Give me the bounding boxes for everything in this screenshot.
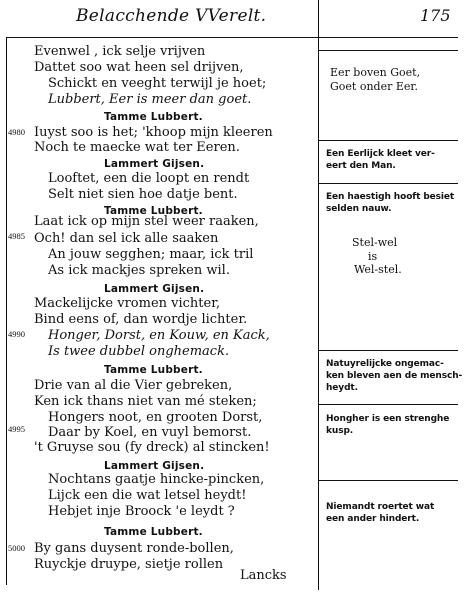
- margin-note: Hongher is een strenghe: [326, 414, 450, 424]
- margin-note: kusp.: [326, 426, 354, 436]
- margin-note-rule: [318, 50, 458, 51]
- verse-line: 't Gruyse sou (fy dreck) al stincken!: [34, 440, 270, 455]
- speaker-label: Tamme Lubbert.: [104, 526, 203, 538]
- verse-line: Och! dan sel ick alle saaken: [34, 231, 219, 246]
- margin-note-rule: [318, 480, 458, 481]
- verse-line: Lijck een die wat letsel heydt!: [48, 488, 247, 503]
- speaker-label: Lammert Gijsen.: [104, 460, 205, 472]
- left-border-rule: [6, 37, 7, 585]
- catchword: Lancks: [240, 568, 287, 583]
- verse-line: Hongers noot, en grooten Dorst,: [48, 410, 263, 425]
- margin-note-rule: [318, 350, 458, 351]
- margin-note-rule: [318, 183, 458, 184]
- margin-note-rule: [318, 404, 458, 405]
- verse-line: Noch te maecke wat ter Eeren.: [34, 140, 240, 155]
- verse-line: Ruyckje druype, sietje rollen: [34, 557, 224, 572]
- verse-line: Laat ick op mijn stel weer raaken,: [34, 214, 259, 229]
- speaker-label: Lammert Gijsen.: [104, 158, 205, 170]
- margin-note: een ander hindert.: [326, 514, 420, 524]
- verse-line: Dattet soo wat heen sel drijven,: [34, 60, 244, 75]
- speaker-label: Tamme Lubbert.: [104, 364, 203, 376]
- verse-line: An jouw segghen; maar, ick tril: [48, 247, 254, 262]
- margin-note: heydt.: [326, 383, 358, 393]
- verse-line: Ken ick thans niet van mé steken;: [34, 394, 257, 409]
- verse-line: Nochtans gaatje hincke-pincken,: [48, 472, 265, 487]
- margin-note: Goet onder Eer.: [330, 80, 418, 93]
- line-number: 5000: [8, 543, 25, 553]
- margin-note: Een haestigh hooft besiet: [326, 192, 455, 202]
- verse-line: Iuyst soo is het; 'khoop mijn kleeren: [34, 125, 273, 140]
- line-number: 4980: [8, 127, 25, 137]
- margin-note: Natuyrelijcke ongemac-: [326, 359, 444, 369]
- verse-line: Hebjet inje Broock 'e leydt ?: [48, 504, 235, 519]
- margin-note: Stel-wel: [352, 236, 398, 249]
- verse-line: Schickt en veeght terwijl je hoet;: [48, 76, 267, 91]
- margin-note: is: [368, 250, 378, 263]
- margin-note: selden nauw.: [326, 204, 392, 214]
- margin-note: Een Eerlijck kleet ver-: [326, 149, 435, 159]
- speaker-label: Lammert Gijsen.: [104, 283, 205, 295]
- verse-line: Drie van al die Vier gebreken,: [34, 378, 233, 393]
- verse-line: Evenwel , ick selje vrijven: [34, 44, 206, 59]
- verse-line: Mackelijcke vromen vichter,: [34, 296, 221, 311]
- margin-note: eert den Man.: [326, 161, 396, 171]
- verse-line: Daar by Koel, en vuyl bemorst.: [48, 425, 252, 440]
- running-header-title: Belacchende VVerelt.: [76, 6, 267, 26]
- speaker-label: Tamme Lubbert.: [104, 205, 203, 217]
- margin-note: Eer boven Goet,: [330, 66, 421, 79]
- verse-line: Lubbert, Eer is meer dan goet.: [48, 92, 252, 107]
- line-number: 4995: [8, 424, 25, 434]
- page-number: 175: [420, 6, 451, 25]
- verse-line: Selt niet sien hoe datje bent.: [48, 187, 238, 202]
- verse-line: As ick mackjes spreken wil.: [48, 263, 230, 278]
- verse-line: Honger, Dorst, en Kouw, en Kack,: [48, 328, 270, 343]
- line-number: 4985: [8, 231, 25, 241]
- speaker-label: Tamme Lubbert.: [104, 111, 203, 123]
- margin-note: ken bleven aen de mensch-: [326, 371, 463, 381]
- verse-line: By gans duysent ronde-bollen,: [34, 541, 234, 556]
- line-number: 4990: [8, 329, 25, 339]
- margin-note: Wel-stel.: [354, 263, 402, 276]
- margin-note-rule: [318, 140, 458, 141]
- verse-line: Is twee dubbel onghemack.: [48, 344, 230, 359]
- verse-line: Looftet, een die loopt en rendt: [48, 171, 250, 186]
- verse-line: Bind eens of, dan wordje lichter.: [34, 312, 248, 327]
- header-rule: [6, 37, 458, 38]
- margin-column-rule: [318, 0, 319, 590]
- margin-note: Niemandt roertet wat: [326, 502, 435, 512]
